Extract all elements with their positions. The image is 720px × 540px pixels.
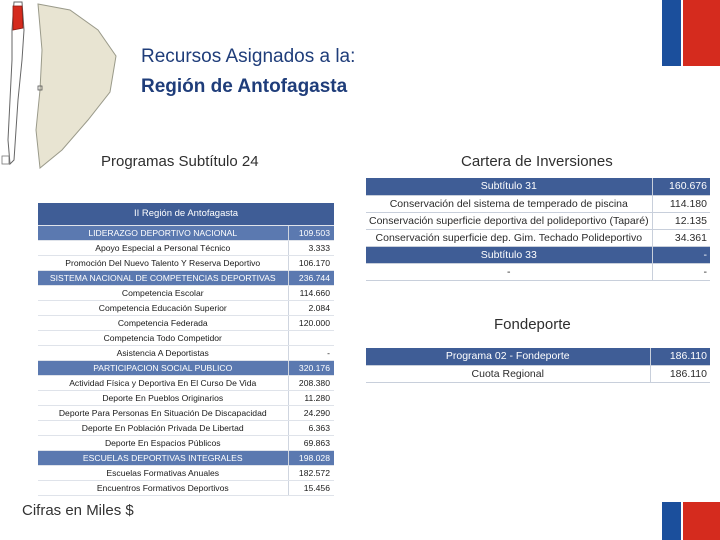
row-amount: 160.676 [652, 178, 710, 195]
antofagasta-region-highlight [13, 6, 23, 30]
table-row [38, 420, 334, 435]
row-label: Competencia Todo Competidor [38, 330, 288, 345]
table-row [366, 212, 710, 229]
row-description: Subtítulo 31 [366, 178, 652, 195]
row-label: Encuentros Formativos Deportivos [38, 480, 288, 495]
row-value: 106.170 [288, 255, 334, 270]
row-value: 69.863 [288, 435, 334, 450]
row-value: 6.363 [288, 420, 334, 435]
row-value: - [288, 345, 334, 360]
row-label: Competencia Escolar [38, 285, 288, 300]
row-amount: 34.361 [652, 229, 710, 246]
programas-table-header [38, 203, 334, 225]
row-amount: - [652, 246, 710, 263]
row-label: Competencia Educación Superior [38, 300, 288, 315]
row-value: 198.028 [288, 450, 334, 465]
row-value: 109.503 [288, 225, 334, 240]
programas-group-row [38, 360, 334, 375]
row-amount: 114.180 [652, 195, 710, 212]
table-row [38, 390, 334, 405]
table-row [38, 255, 334, 270]
table-row [366, 229, 710, 246]
programas-group-row [38, 270, 334, 285]
subtitle-row [366, 348, 710, 365]
row-value: 15.456 [288, 480, 334, 495]
fondeporte-table [366, 348, 710, 383]
row-value: 208.380 [288, 375, 334, 390]
map-legend-box [2, 156, 9, 164]
row-label: Deporte En Pueblos Originarios [38, 390, 288, 405]
table-row [38, 240, 334, 255]
row-description: Conservación superficie dep. Gim. Techado Polideportivo [366, 229, 652, 246]
currency-note: Cifras en Miles $ [22, 502, 134, 519]
row-label: PARTICIPACION SOCIAL PUBLICO [38, 360, 288, 375]
row-description: Conservación del sistema de temperado de piscina [366, 195, 652, 212]
table-row [38, 435, 334, 450]
table-row [366, 195, 710, 212]
row-value: 120.000 [288, 315, 334, 330]
programas-heading: Programas Subtítulo 24 [101, 153, 259, 170]
programas-table [38, 203, 334, 496]
programas-group-row [38, 450, 334, 465]
programas-table-title: II Región de Antofagasta [38, 203, 334, 225]
row-value [288, 330, 334, 345]
row-label: Deporte En Población Privada De Libertad [38, 420, 288, 435]
cartera-heading: Cartera de Inversiones [461, 153, 613, 170]
row-description: Programa 02 - Fondeporte [366, 348, 650, 365]
subtitle-row [366, 178, 710, 195]
row-label: ESCUELAS DEPORTIVAS INTEGRALES [38, 450, 288, 465]
row-label: Escuelas Formativas Anuales [38, 465, 288, 480]
table-row [38, 285, 334, 300]
row-label: Promoción Del Nuevo Talento Y Reserva Deportivo [38, 255, 288, 270]
argentina-shape [36, 4, 116, 168]
row-label: Deporte En Espacios Públicos [38, 435, 288, 450]
page-title-line1: Recursos Asignados a la: [141, 46, 356, 67]
row-value: 3.333 [288, 240, 334, 255]
page-title-region: Región de Antofagasta [141, 76, 348, 97]
row-label: Actividad Física y Deportiva En El Curso De Vida [38, 375, 288, 390]
row-value: 24.290 [288, 405, 334, 420]
row-amount: 186.110 [650, 348, 710, 365]
row-value: 114.660 [288, 285, 334, 300]
row-amount: 12.135 [652, 212, 710, 229]
table-row [38, 375, 334, 390]
table-row [38, 330, 334, 345]
table-row [366, 263, 710, 280]
row-label: Apoyo Especial a Personal Técnico [38, 240, 288, 255]
cartera-table [366, 178, 710, 281]
row-amount: 186.110 [650, 365, 710, 382]
subtitle-row [366, 246, 710, 263]
row-value: 2.084 [288, 300, 334, 315]
row-value: 320.176 [288, 360, 334, 375]
row-description: Subtítulo 33 [366, 246, 652, 263]
row-label: Asistencia A Deportistas [38, 345, 288, 360]
table-row [366, 365, 710, 382]
table-row [38, 480, 334, 495]
chile-flag-bottom [662, 502, 720, 540]
row-label: Deporte Para Personas En Situación De Discapacidad [38, 405, 288, 420]
row-label: SISTEMA NACIONAL DE COMPETENCIAS DEPORTIVAS [38, 270, 288, 285]
row-label: Competencia Federada [38, 315, 288, 330]
row-value: 182.572 [288, 465, 334, 480]
table-row [38, 315, 334, 330]
row-value: 236.744 [288, 270, 334, 285]
row-label: LIDERAZGO DEPORTIVO NACIONAL [38, 225, 288, 240]
row-description: Conservación superficie deportiva del polideportivo (Taparé) [366, 212, 652, 229]
table-row [38, 465, 334, 480]
programas-group-row [38, 225, 334, 240]
fondeporte-heading: Fondeporte [494, 316, 571, 333]
row-value: 11.280 [288, 390, 334, 405]
table-row [38, 300, 334, 315]
row-amount: - [652, 263, 710, 280]
row-description: - [366, 263, 652, 280]
table-row [38, 405, 334, 420]
region-map [0, 0, 120, 170]
table-row [38, 345, 334, 360]
chile-flag-top [662, 0, 720, 66]
row-description: Cuota Regional [366, 365, 650, 382]
